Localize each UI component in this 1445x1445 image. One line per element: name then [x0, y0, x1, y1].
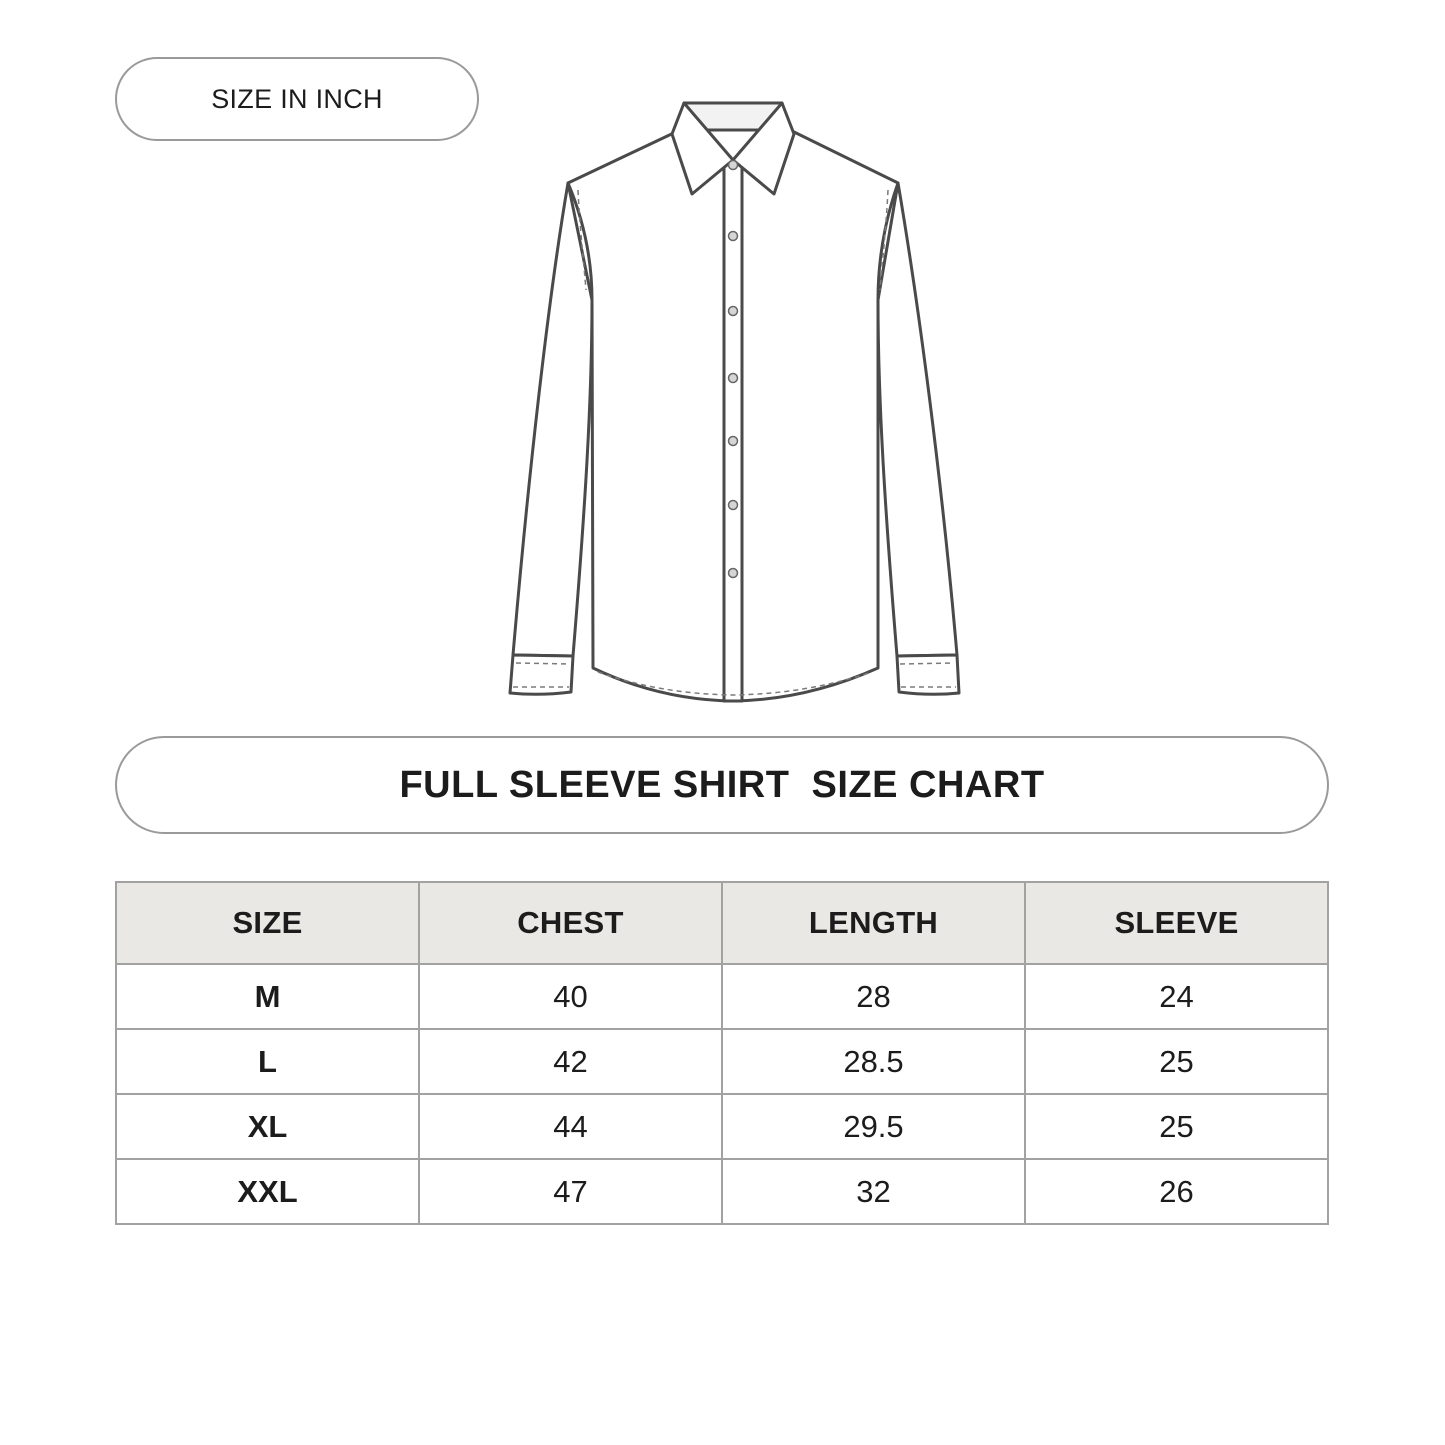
chart-title: FULL SLEEVE SHIRT SIZE CHART [399, 763, 1045, 806]
header-sleeve: SLEEVE [1025, 882, 1328, 964]
length-cell: 29.5 [722, 1094, 1025, 1159]
length-cell: 28.5 [722, 1029, 1025, 1094]
length-cell: 28 [722, 964, 1025, 1029]
sleeve-cell: 24 [1025, 964, 1328, 1029]
size-unit-label: SIZE IN INCH [211, 83, 383, 114]
table-header-row [116, 882, 1328, 964]
chest-cell: 44 [419, 1094, 722, 1159]
size-cell: M [116, 964, 419, 1029]
size-cell: L [116, 1029, 419, 1094]
chest-cell: 40 [419, 964, 722, 1029]
size-chart-table [115, 881, 1329, 1225]
table-row [116, 1094, 1328, 1159]
header-size: SIZE [116, 882, 419, 964]
shirt-outline-icon [500, 95, 970, 707]
table-row [116, 964, 1328, 1029]
size-cell: XL [116, 1094, 419, 1159]
header-length: LENGTH [722, 882, 1025, 964]
sleeve-cell: 25 [1025, 1029, 1328, 1094]
size-cell: XXL [116, 1159, 419, 1224]
length-cell: 32 [722, 1159, 1025, 1224]
sleeve-cell: 25 [1025, 1094, 1328, 1159]
table-row [116, 1159, 1328, 1224]
size-unit-badge [115, 57, 479, 141]
header-chest: CHEST [419, 882, 722, 964]
chest-cell: 47 [419, 1159, 722, 1224]
table-row [116, 1029, 1328, 1094]
chart-title-banner [115, 736, 1329, 834]
sleeve-cell: 26 [1025, 1159, 1328, 1224]
chest-cell: 42 [419, 1029, 722, 1094]
